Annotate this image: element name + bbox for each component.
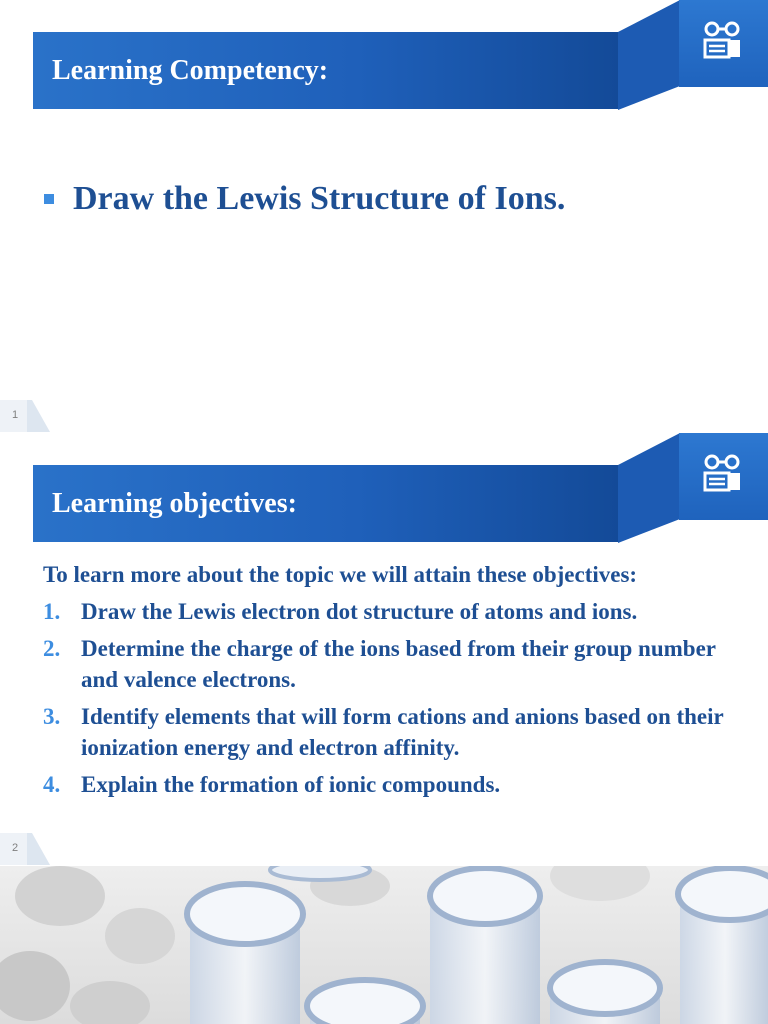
objective-item xyxy=(43,701,733,763)
header-icon-box xyxy=(679,433,768,520)
objective-number: 1. xyxy=(43,599,61,624)
slide-2 xyxy=(0,433,768,865)
objectives-list xyxy=(43,559,733,806)
slide-title: Learning Competency: xyxy=(52,55,329,86)
glasses-document-icon xyxy=(701,20,745,64)
objective-text: Identify elements that will form cations and anions based on their ionization energy and electron affinity. xyxy=(81,704,724,760)
objective-number: 2. xyxy=(43,636,61,661)
objective-text: Determine the charge of the ions based from their group number and valence electrons. xyxy=(81,636,716,692)
title-banner xyxy=(33,465,620,542)
page-number-tab xyxy=(0,400,50,432)
slide-title: Learning objectives: xyxy=(52,488,297,519)
glasses-document-icon xyxy=(701,453,745,497)
objectives-intro: To learn more about the topic we will attain these objectives: xyxy=(43,562,638,587)
objective-number: 3. xyxy=(43,704,61,729)
slide-1 xyxy=(0,0,768,432)
objective-item xyxy=(43,633,733,695)
page-number: 1 xyxy=(12,409,19,421)
test-tubes-illustration xyxy=(0,866,768,1024)
page-number-tab xyxy=(0,833,50,865)
objective-item xyxy=(43,769,733,800)
objective-item xyxy=(43,596,733,627)
bullet-square-icon xyxy=(44,194,54,204)
page-number: 2 xyxy=(12,842,19,854)
objective-text: Explain the formation of ionic compounds. xyxy=(81,772,501,797)
title-banner xyxy=(33,32,620,109)
competency-text: Draw the Lewis Structure of Ions. xyxy=(73,180,566,217)
header-icon-box xyxy=(679,0,768,87)
objective-number: 4. xyxy=(43,772,61,797)
competency-bullet xyxy=(44,180,565,218)
test-tubes-photo xyxy=(0,866,768,1024)
objective-text: Draw the Lewis electron dot structure of atoms and ions. xyxy=(81,599,638,624)
